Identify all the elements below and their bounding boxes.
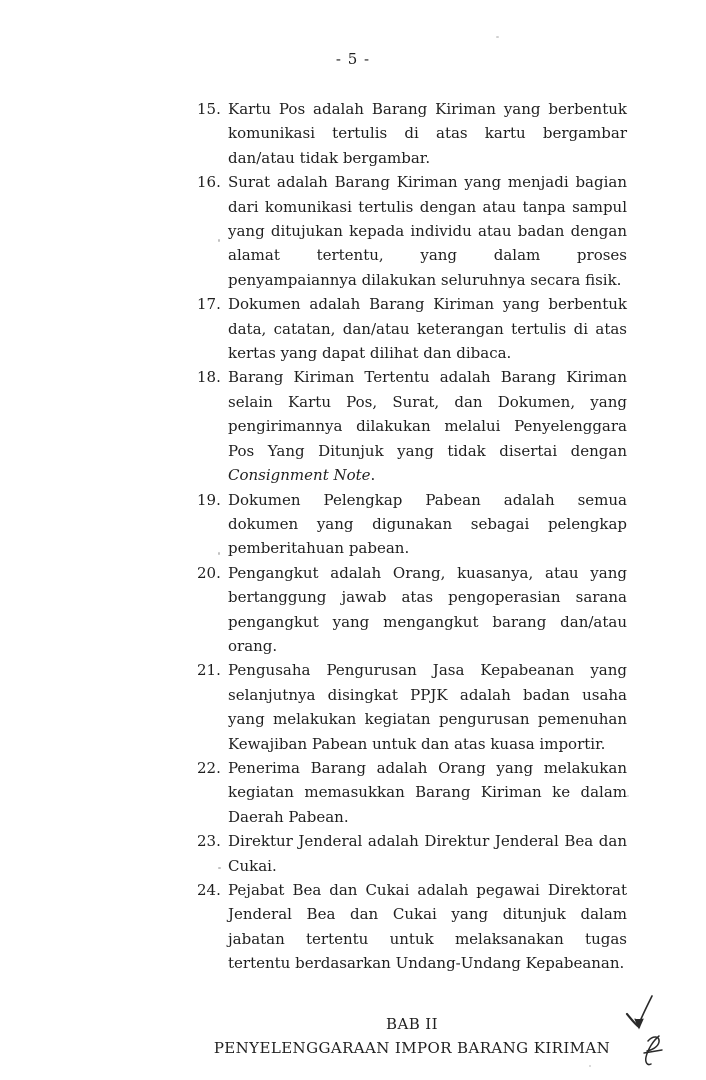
scan-speck xyxy=(218,552,220,555)
document-content xyxy=(197,97,627,1060)
list-item-text: Penerima Barang adalah Orang yang melakukan kegiatan memasukkan Barang Kiriman ke dalam Daerah Pabean. xyxy=(228,758,627,826)
list-item-text: Direktur Jenderal adalah Direktur Jenderal Bea dan Cukai. xyxy=(228,832,627,875)
list-item-number: 23. xyxy=(197,832,221,851)
list-item-number: 22. xyxy=(197,758,221,777)
scan-speck xyxy=(496,36,499,38)
list-item-number: 16. xyxy=(197,173,221,192)
list-item xyxy=(197,170,627,292)
scan-speck xyxy=(589,1065,591,1067)
list-item-text: Pengangkut adalah Orang, kuasanya, atau yang bertanggung jawab atas pengoperasian sarana pengangkut yang mengangkut barang dan/atau orang. xyxy=(228,563,627,655)
list-item xyxy=(197,97,627,170)
list-item-number: 24. xyxy=(197,881,221,899)
list-item-number: 18. xyxy=(197,368,221,387)
scan-speck xyxy=(218,239,220,242)
list-item xyxy=(197,878,627,976)
scan-speck xyxy=(627,795,629,797)
list-item-text: Surat adalah Barang Kiriman yang menjadi bagian dari komunikasi tertulis dengan atau tanpa sampul yang ditujukan kepada individu atau badan dengan alamat tertentu, yang dalam proses penyampaiannya dilakukan seluruhnya secara fisik. xyxy=(228,173,627,289)
list-item-number: 20. xyxy=(197,563,221,582)
list-item-number: 19. xyxy=(197,490,221,509)
list-item-number: 15. xyxy=(197,100,221,118)
list-item xyxy=(197,829,627,878)
handwritten-tick-icon xyxy=(627,996,652,1028)
list-item-number: 21. xyxy=(197,661,221,680)
handwritten-initials-icon xyxy=(644,1036,662,1065)
scan-speck xyxy=(218,867,221,869)
definition-list xyxy=(197,97,627,976)
list-item-text: Barang Kiriman Tertentu adalah Barang Kiriman selain Kartu Pos, Surat, dan Dokumen, yang pengirimannya dilakukan melalui Penyelenggara Pos Yang Ditunjuk yang tidak disertai dengan Consignment Note. xyxy=(228,368,627,485)
list-item-text: Kartu Pos adalah Barang Kiriman yang berbentuk komunikasi tertulis di atas kartu bergambar dan/atau tidak bergambar. xyxy=(228,100,627,167)
page-number: - 5 - xyxy=(335,50,371,68)
list-item xyxy=(197,365,627,487)
list-item-text: Dokumen Pelengkap Pabean adalah semua dokumen yang digunakan sebagai pelengkap pemberitahuan pabean. xyxy=(228,490,627,558)
list-item xyxy=(197,756,627,829)
handwritten-annotations xyxy=(615,985,685,1080)
list-item-text: Pengusaha Pengurusan Jasa Kepabeanan yang selanjutnya disingkat PPJK adalah badan usaha yang melakukan kegiatan pengurusan pemenuhan Kewajiban Pabean untuk dan atas kuasa importir. xyxy=(228,661,627,753)
list-item xyxy=(197,488,627,561)
list-item xyxy=(197,292,627,365)
list-item-text: Dokumen adalah Barang Kiriman yang berbentuk data, catatan, dan/atau keterangan tertulis di atas kertas yang dapat dilihat dan dibaca. xyxy=(228,295,627,363)
chapter-heading xyxy=(197,1012,627,1061)
chapter-label: BAB II xyxy=(386,1014,438,1033)
list-item-text: Pejabat Bea dan Cukai adalah pegawai Direktorat Jenderal Bea dan Cukai yang ditunjuk dalam jabatan tertentu untuk melaksanakan tugas tertentu berdasarkan Undang-Undang Kepabeanan. xyxy=(228,881,627,973)
list-item xyxy=(197,561,627,659)
list-item xyxy=(197,658,627,756)
chapter-title: PENYELENGGARAAN IMPOR BARANG KIRIMAN xyxy=(213,1039,611,1058)
list-item-number: 17. xyxy=(197,295,221,314)
